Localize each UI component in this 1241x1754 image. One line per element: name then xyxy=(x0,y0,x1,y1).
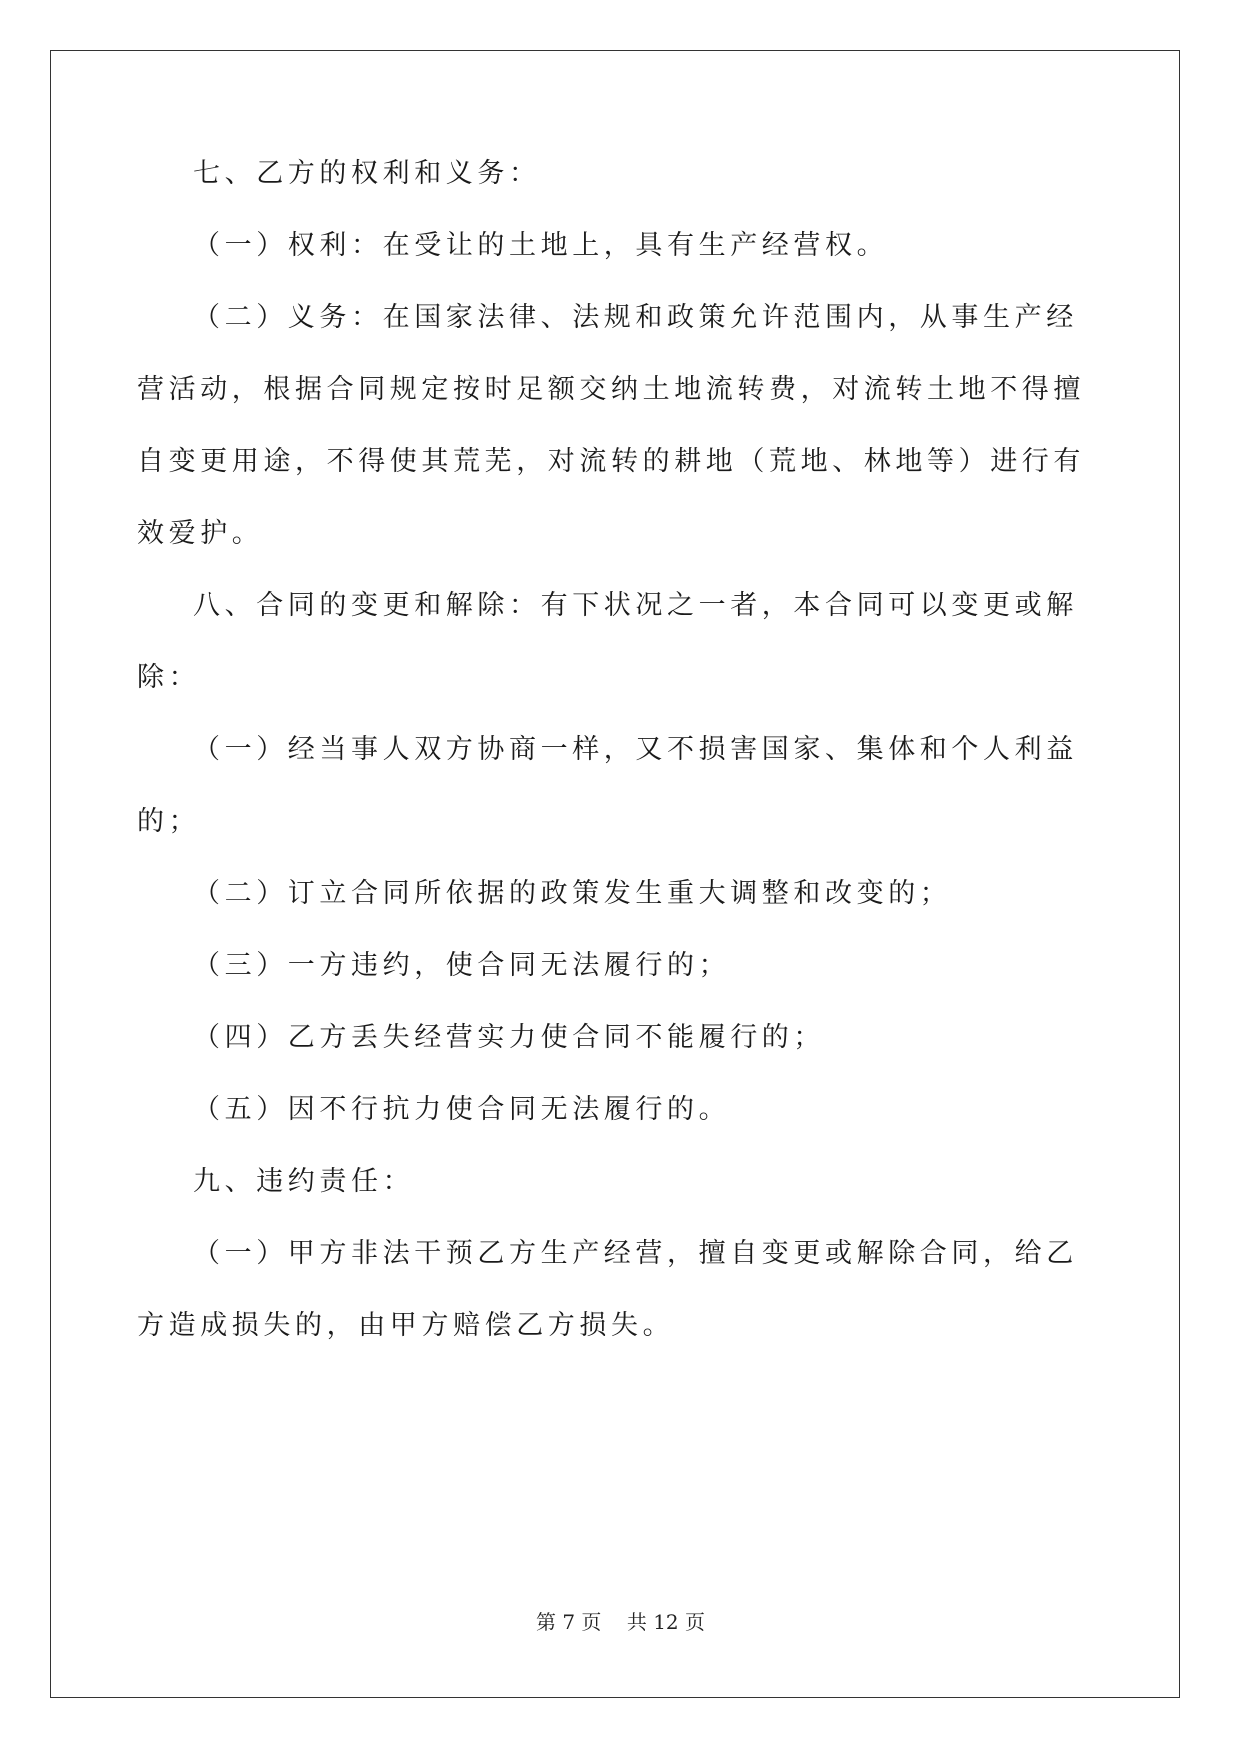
paragraph-line: （五）因不行抗力使合同无法履行的。 xyxy=(193,1094,731,1125)
paragraph-line: 除： xyxy=(137,662,201,693)
paragraph-line: （二）订立合同所依据的政策发生重大调整和改变的； xyxy=(193,878,952,909)
paragraph-line: 九、违约责任： xyxy=(193,1166,415,1197)
page-number: 第 7 页 共 12 页 xyxy=(535,1610,706,1634)
paragraph-line: （四）乙方丢失经营实力使合同不能履行的； xyxy=(193,1022,825,1053)
paragraph-line: 七、乙方的权利和义务： xyxy=(193,158,541,189)
paragraph-line: （一）经当事人双方协商一样，又不损害国家、集体和个人利益 xyxy=(193,734,1078,765)
paragraph-line: 方造成损失的，由甲方赔偿乙方损失。 xyxy=(137,1310,675,1341)
paragraph-line: （二）义务：在国家法律、法规和政策允许范围内，从事生产经 xyxy=(193,302,1078,333)
paragraph-line: 八、合同的变更和解除：有下状况之一者，本合同可以变更或解 xyxy=(193,590,1078,621)
paragraph-line: 自变更用途，不得使其荒芜，对流转的耕地（荒地、林地等）进行有 xyxy=(137,446,1085,477)
paragraph-line: 效爱护。 xyxy=(137,518,264,549)
paragraph-line: （一）甲方非法干预乙方生产经营，擅自变更或解除合同，给乙 xyxy=(193,1238,1078,1269)
paragraph-line: （三）一方违约，使合同无法履行的； xyxy=(193,950,731,981)
paragraph-line: （一）权利：在受让的土地上，具有生产经营权。 xyxy=(193,230,889,261)
paragraph-line: 的； xyxy=(137,806,201,837)
paragraph-line: 营活动，根据合同规定按时足额交纳土地流转费，对流转土地不得擅 xyxy=(137,374,1085,405)
